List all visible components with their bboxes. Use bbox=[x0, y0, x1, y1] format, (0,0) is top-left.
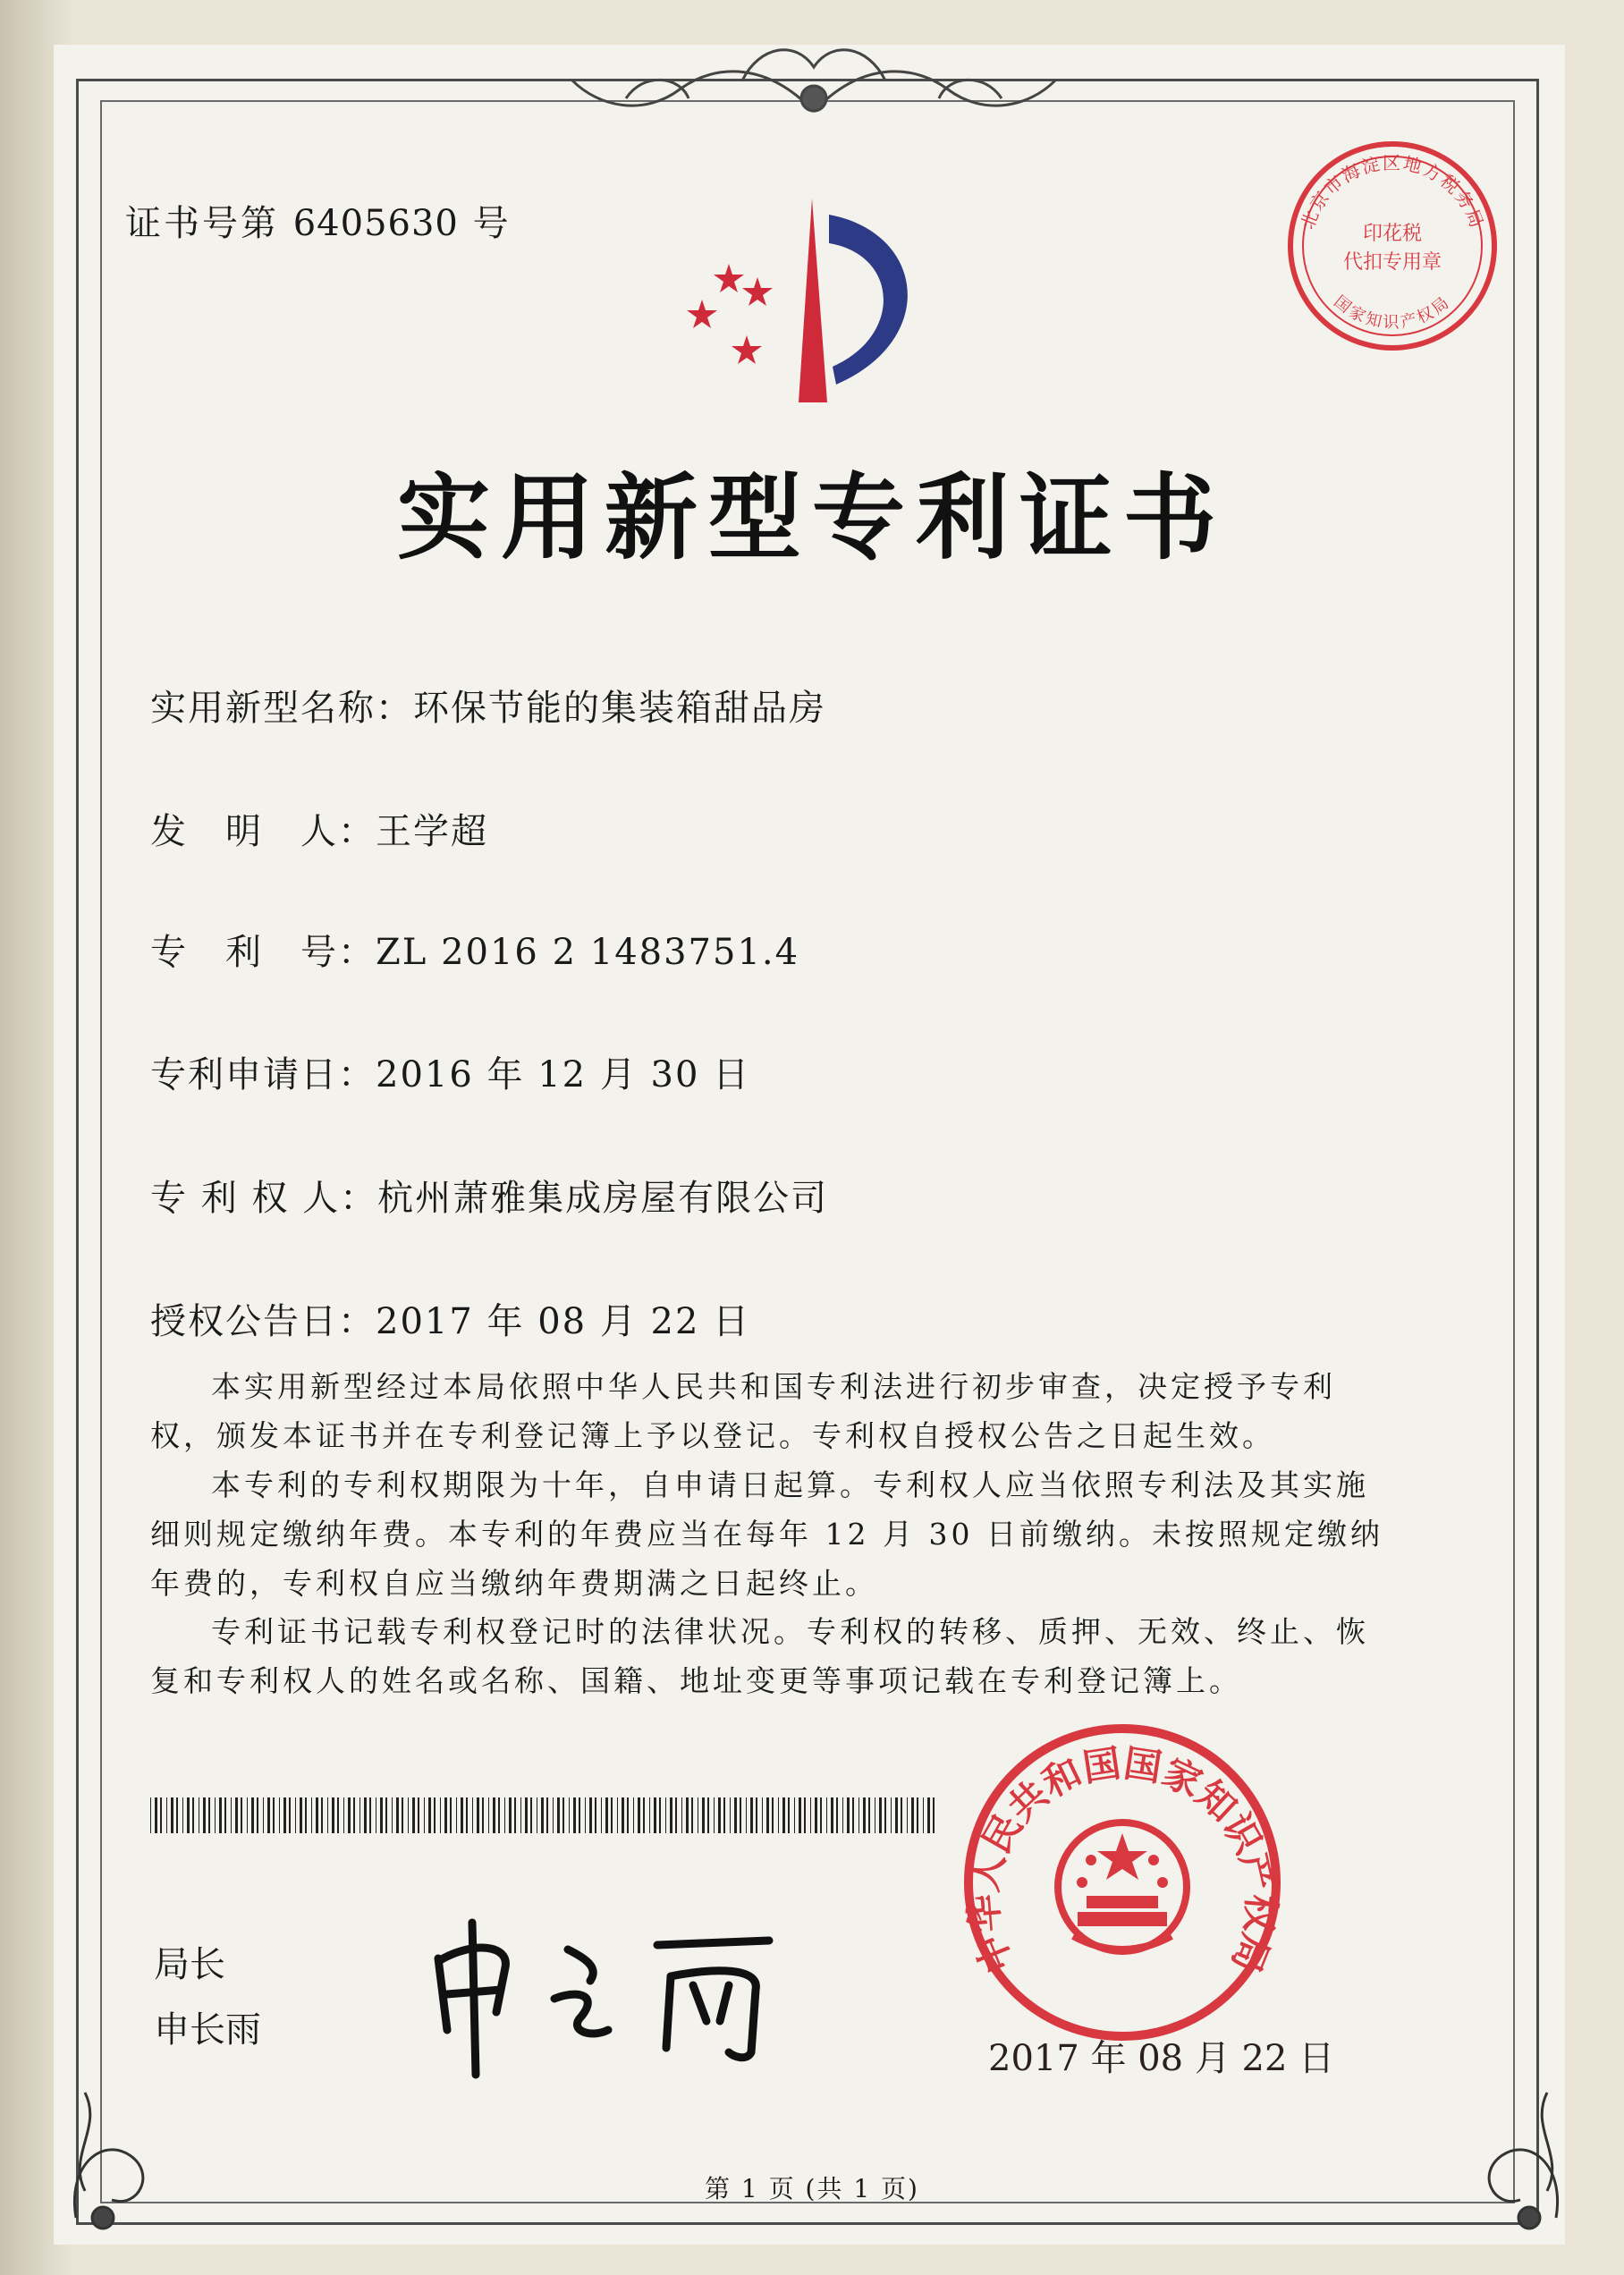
barcode-bar bbox=[187, 1797, 190, 1833]
certificate-number bbox=[125, 195, 512, 246]
body-paragraph-3: 专利证书记载专利权登记时的法律状况。专利权的转移、质押、无效、终止、恢复和专利权人的姓名或名称、国籍、地址变更等事项记载在专利登记簿上。 bbox=[150, 1614, 1369, 1698]
field-filing-date bbox=[150, 1046, 750, 1097]
barcode-bar bbox=[408, 1797, 409, 1833]
barcode-bar bbox=[482, 1797, 484, 1833]
barcode-bar bbox=[273, 1797, 275, 1833]
barcode-bar bbox=[756, 1797, 757, 1833]
tax-stamp-seal bbox=[1281, 134, 1504, 358]
barcode-bar bbox=[562, 1797, 564, 1833]
barcode-bar bbox=[815, 1797, 817, 1833]
barcode-bar bbox=[638, 1797, 640, 1833]
barcode-bar bbox=[553, 1797, 554, 1833]
barcode-bar bbox=[380, 1797, 383, 1833]
seal-date: 2017 年 08 月 22 日 bbox=[988, 2038, 1335, 2079]
barcode-bar bbox=[842, 1797, 843, 1833]
tax-seal-center-line2: 代扣专用章 bbox=[1342, 251, 1442, 274]
barcode-bar bbox=[176, 1797, 178, 1833]
barcode-bar bbox=[353, 1797, 355, 1833]
barcode-bar bbox=[219, 1797, 222, 1833]
barcode-bar bbox=[418, 1797, 419, 1833]
barcode-bar bbox=[778, 1797, 779, 1833]
director-signature bbox=[420, 1905, 796, 2084]
barcode-bar bbox=[782, 1797, 785, 1833]
national-emblem-icon bbox=[1058, 1823, 1187, 1951]
field-patent-holder bbox=[150, 1170, 828, 1221]
barcode-bar bbox=[235, 1797, 238, 1833]
barcode-bar bbox=[589, 1797, 592, 1833]
barcode-bar bbox=[203, 1797, 206, 1833]
barcode-bar bbox=[424, 1797, 425, 1833]
barcode-bar bbox=[504, 1797, 505, 1833]
barcode-bar bbox=[466, 1797, 468, 1833]
barcode-bar bbox=[472, 1797, 473, 1833]
barcode-bar bbox=[305, 1797, 307, 1833]
barcode-bar bbox=[605, 1797, 608, 1833]
barcode-bar bbox=[509, 1797, 512, 1833]
barcode-bar bbox=[155, 1797, 157, 1833]
barcode-bar bbox=[283, 1797, 286, 1833]
barcode-bar bbox=[750, 1797, 753, 1833]
barcode-bar bbox=[820, 1797, 822, 1833]
barcode-bar bbox=[359, 1797, 360, 1833]
barcode-bar bbox=[150, 1797, 151, 1833]
barcode-bar bbox=[456, 1797, 457, 1833]
barcode-bar bbox=[488, 1797, 489, 1833]
svg-text:北京市海淀区地方税务局 bbox=[1297, 152, 1489, 232]
director-title: 局长 bbox=[154, 1944, 225, 1985]
field-inventor bbox=[150, 803, 488, 854]
barcode-bar bbox=[440, 1797, 441, 1833]
field-utility-model-name bbox=[150, 680, 826, 731]
barcode-bar bbox=[836, 1797, 838, 1833]
barcode-bar bbox=[224, 1797, 226, 1833]
barcode-bar bbox=[541, 1797, 544, 1833]
barcode-bar bbox=[343, 1797, 344, 1833]
barcode-bar bbox=[863, 1797, 866, 1833]
barcode-bar bbox=[337, 1797, 339, 1833]
barcode-bar bbox=[686, 1797, 689, 1833]
barcode-bar bbox=[557, 1797, 560, 1833]
barcode-bar bbox=[911, 1797, 914, 1833]
barcode-bar bbox=[714, 1797, 715, 1833]
barcode-bar bbox=[573, 1797, 576, 1833]
barcode-bar bbox=[279, 1797, 280, 1833]
barcode-bar bbox=[514, 1797, 516, 1833]
barcode-bar bbox=[691, 1797, 693, 1833]
barcode-bar bbox=[730, 1797, 731, 1833]
barcode-bar bbox=[804, 1797, 806, 1833]
certificate-number-label: 证书号第 bbox=[125, 203, 279, 244]
barcode-bar bbox=[895, 1797, 898, 1833]
barcode-bar bbox=[794, 1797, 795, 1833]
barcode-bar bbox=[263, 1797, 264, 1833]
barcode-bar bbox=[649, 1797, 650, 1833]
barcode-bar bbox=[208, 1797, 210, 1833]
barcode-bar bbox=[923, 1797, 924, 1833]
barcode-bar bbox=[348, 1797, 351, 1833]
barcode-bar bbox=[311, 1797, 312, 1833]
barcode-bar bbox=[788, 1797, 790, 1833]
barcode-bar bbox=[617, 1797, 618, 1833]
barcode-bar bbox=[498, 1797, 500, 1833]
barcode-bar bbox=[933, 1797, 935, 1833]
barcode-bar bbox=[316, 1797, 318, 1833]
barcode-bar bbox=[477, 1797, 479, 1833]
field-name-label: 实用新型名称： bbox=[150, 688, 413, 729]
tax-seal-center-line1: 印花税 bbox=[1362, 223, 1423, 245]
barcode-bar bbox=[332, 1797, 334, 1833]
barcode-bar bbox=[799, 1797, 801, 1833]
barcode-bar bbox=[927, 1797, 930, 1833]
patent-office-emblem bbox=[675, 188, 943, 420]
barcode-bar bbox=[643, 1797, 645, 1833]
corner-ornament-bottom-right bbox=[1422, 2039, 1583, 2254]
barcode-bar bbox=[707, 1797, 709, 1833]
tax-seal-ring-text: 北京市海淀区地方税务局 bbox=[1296, 151, 1489, 233]
barcode-bar bbox=[251, 1797, 254, 1833]
barcode-bar bbox=[327, 1797, 328, 1833]
barcode-bar bbox=[659, 1797, 661, 1833]
barcode-bar bbox=[847, 1797, 850, 1833]
field-patent-number-label: 专 利 号： bbox=[150, 932, 376, 973]
barcode-bar bbox=[868, 1797, 870, 1833]
barcode-bar bbox=[493, 1797, 495, 1833]
body-paragraph-1: 本实用新型经过本局依照中华人民共和国专利法进行初步审查，决定授予专利权，颁发本证书并在专利登记簿上予以登记。专利权自授权公告之日起生效。 bbox=[150, 1369, 1336, 1453]
field-grant-date-value: 2017 年 08 月 22 日 bbox=[376, 1301, 751, 1342]
barcode-bar bbox=[585, 1797, 586, 1833]
barcode-bar bbox=[633, 1797, 634, 1833]
field-filing-date-value: 2016 年 12 月 30 日 bbox=[376, 1054, 751, 1095]
patent-office-seal bbox=[957, 1717, 1288, 2048]
tax-seal-ring-lower-text: 国家知识产权局 bbox=[1330, 292, 1455, 333]
field-inventor-value: 王学超 bbox=[376, 811, 488, 852]
field-grant-date-label: 授权公告日： bbox=[150, 1301, 376, 1342]
barcode-bar bbox=[192, 1797, 194, 1833]
field-inventor-label: 发 明 人： bbox=[150, 811, 376, 852]
top-ornament bbox=[537, 27, 1091, 143]
barcode-bar bbox=[171, 1797, 173, 1833]
barcode-bar bbox=[665, 1797, 666, 1833]
barcode-bar bbox=[300, 1797, 302, 1833]
barcode-bar bbox=[831, 1797, 833, 1833]
barcode-bar bbox=[461, 1797, 463, 1833]
certificate-number-suffix: 号 bbox=[472, 203, 512, 244]
barcode-bar bbox=[267, 1797, 270, 1833]
barcode-bar bbox=[160, 1797, 162, 1833]
barcode-bar bbox=[257, 1797, 258, 1833]
certificate-number-value: 6405630 bbox=[292, 203, 459, 244]
barcode-bar bbox=[654, 1797, 656, 1833]
barcode-bar bbox=[879, 1797, 882, 1833]
barcode-bar bbox=[247, 1797, 248, 1833]
barcode-bar bbox=[450, 1797, 452, 1833]
field-holder-label: 专 利 权 人： bbox=[150, 1178, 378, 1219]
barcode-bar bbox=[289, 1797, 291, 1833]
seal-ring-text: 中华人民共和国国家知识产权局 bbox=[960, 1740, 1284, 1980]
field-holder-value: 杭州萧雅集成房屋有限公司 bbox=[377, 1178, 829, 1219]
barcode-bar bbox=[412, 1797, 415, 1833]
certificate-title: 实用新型专利证书 bbox=[396, 462, 1227, 572]
barcode-bar bbox=[579, 1797, 580, 1833]
barcode-bar bbox=[826, 1797, 827, 1833]
field-grant-date bbox=[150, 1293, 750, 1344]
barcode-bar bbox=[917, 1797, 918, 1833]
barcode bbox=[150, 1797, 937, 1833]
barcode-bar bbox=[215, 1797, 216, 1833]
barcode-bar bbox=[702, 1797, 705, 1833]
barcode-bar bbox=[569, 1797, 570, 1833]
barcode-bar bbox=[718, 1797, 721, 1833]
barcode-bar bbox=[907, 1797, 908, 1833]
barcode-bar bbox=[670, 1797, 672, 1833]
barcode-bar bbox=[810, 1797, 811, 1833]
barcode-bar bbox=[369, 1797, 371, 1833]
corner-ornament-bottom-left bbox=[49, 2039, 210, 2254]
svg-text:国家知识产权局 bbox=[1330, 292, 1454, 333]
director-name: 申长雨 bbox=[154, 2009, 261, 2051]
barcode-bar bbox=[546, 1797, 548, 1833]
barcode-bar bbox=[595, 1797, 596, 1833]
barcode-bar bbox=[622, 1797, 624, 1833]
barcode-bar bbox=[601, 1797, 602, 1833]
barcode-bar bbox=[740, 1797, 741, 1833]
barcode-bar bbox=[734, 1797, 737, 1833]
field-patent-number bbox=[150, 924, 799, 975]
barcode-bar bbox=[772, 1797, 774, 1833]
barcode-bar bbox=[396, 1797, 399, 1833]
barcode-bar bbox=[295, 1797, 296, 1833]
barcode-bar bbox=[766, 1797, 769, 1833]
barcode-bar bbox=[434, 1797, 436, 1833]
barcode-bar bbox=[392, 1797, 393, 1833]
barcode-bar bbox=[675, 1797, 677, 1833]
barcode-bar bbox=[182, 1797, 183, 1833]
page-number: 第 1 页 (共 1 页) bbox=[705, 2174, 919, 2203]
barcode-bar bbox=[852, 1797, 854, 1833]
barcode-bar bbox=[166, 1797, 167, 1833]
barcode-bar bbox=[723, 1797, 725, 1833]
barcode-bar bbox=[364, 1797, 367, 1833]
barcode-bar bbox=[530, 1797, 532, 1833]
field-patent-number-value: ZL 2016 2 1483751.4 bbox=[376, 932, 800, 973]
barcode-bar bbox=[884, 1797, 886, 1833]
barcode-bar bbox=[891, 1797, 892, 1833]
barcode-bar bbox=[525, 1797, 528, 1833]
body-paragraph-2: 本专利的专利权期限为十年，自申请日起算。专利权人应当依照专利法及其实施细则规定缴纳年费。本专利的年费应当在每年 12 月 30 日前缴纳。未按照规定缴纳年费的，专利权自应当缴纳年费期满之日起终止。 bbox=[150, 1467, 1383, 1601]
barcode-bar bbox=[520, 1797, 521, 1833]
field-name-value: 环保节能的集装箱甜品房 bbox=[413, 688, 826, 729]
field-filing-date-label: 专利申请日： bbox=[150, 1054, 376, 1095]
barcode-bar bbox=[444, 1797, 447, 1833]
barcode-bar bbox=[901, 1797, 902, 1833]
barcode-bar bbox=[385, 1797, 387, 1833]
barcode-bar bbox=[627, 1797, 629, 1833]
barcode-bar bbox=[681, 1797, 682, 1833]
barcode-bar bbox=[762, 1797, 763, 1833]
barcode-bar bbox=[746, 1797, 747, 1833]
barcode-bar bbox=[402, 1797, 403, 1833]
barcode-bar bbox=[231, 1797, 232, 1833]
barcode-bar bbox=[611, 1797, 613, 1833]
barcode-bar bbox=[428, 1797, 431, 1833]
barcode-bar bbox=[241, 1797, 242, 1833]
barcode-bar bbox=[321, 1797, 323, 1833]
